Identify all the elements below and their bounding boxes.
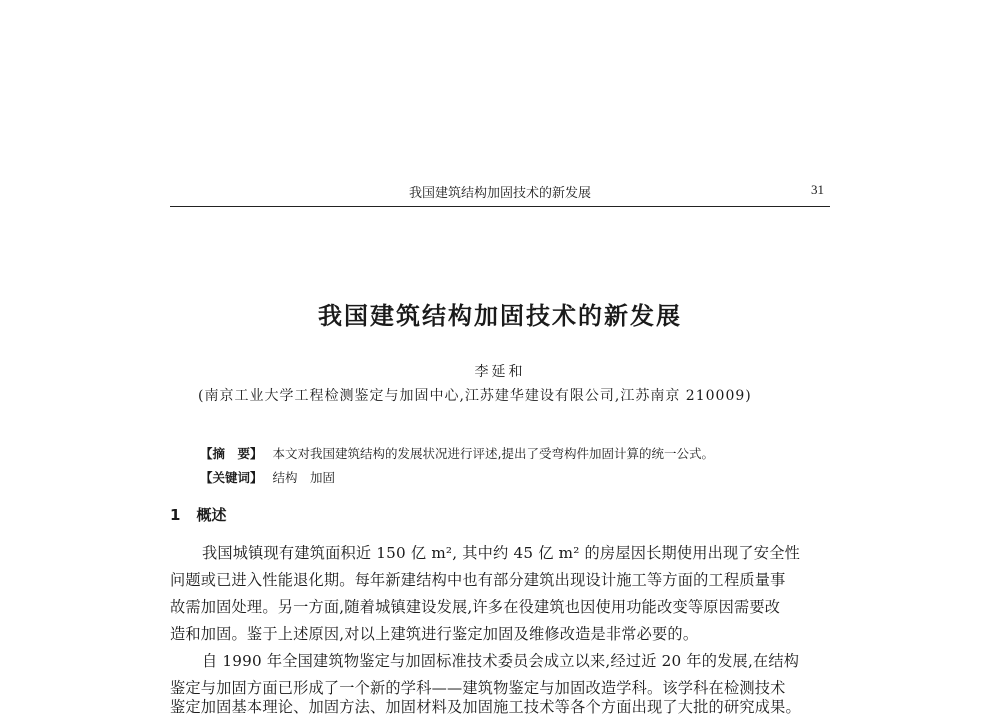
section-number: 1 — [170, 506, 181, 524]
body-line: 鉴定与加固方面已形成了一个新的学科——建筑物鉴定与加固改造学科。该学科在检测技术 — [170, 679, 786, 697]
body-line: 我国城镇现有建筑面积近 150 亿 m², 其中约 45 亿 m² 的房屋因长期使用出现了安全性 — [202, 544, 800, 562]
abstract-label: 【摘 要】 — [200, 446, 263, 461]
section-title: 概述 — [196, 506, 227, 524]
keywords-label: 【关键词】 — [200, 470, 263, 485]
abstract-text: 本文对我国建筑结构的发展状况进行评述,提出了受弯构件加固计算的统一公式。 — [272, 446, 714, 461]
running-head-title: 我国建筑结构加固技术的新发展 — [408, 186, 591, 201]
abstract — [200, 444, 714, 462]
author-affiliation: (南京工业大学工程检测鉴定与加固中心,江苏建华建设有限公司,江苏南京 210009) — [198, 388, 752, 404]
running-head — [170, 180, 830, 207]
keywords-text: 结构 加固 — [272, 470, 336, 485]
keywords — [200, 468, 335, 486]
body-line: 自 1990 年全国建筑物鉴定与加固标准技术委员会成立以来,经过近 20 年的发展,在结构 — [202, 652, 800, 670]
article-title: 我国建筑结构加固技术的新发展 — [318, 302, 682, 330]
body-line: 造和加固。鉴于上述原因,对以上建筑进行鉴定加固及维修改造是非常必要的。 — [170, 625, 699, 643]
body-line: 故需加固处理。另一方面,随着城镇建设发展,许多在役建筑也因使用功能改变等原因需要改 — [170, 598, 781, 616]
body-line: 问题或已进入性能退化期。每年新建结构中也有部分建筑出现设计施工等方面的工程质量事 — [170, 571, 786, 589]
author-name: 李延和 — [474, 364, 526, 380]
body-line: 鉴定加固基本理论、加固方法、加固材料及加固施工技术等各个方面出现了大批的研究成果。 — [170, 698, 801, 716]
page-number: 31 — [811, 182, 824, 197]
section-heading — [170, 504, 226, 525]
